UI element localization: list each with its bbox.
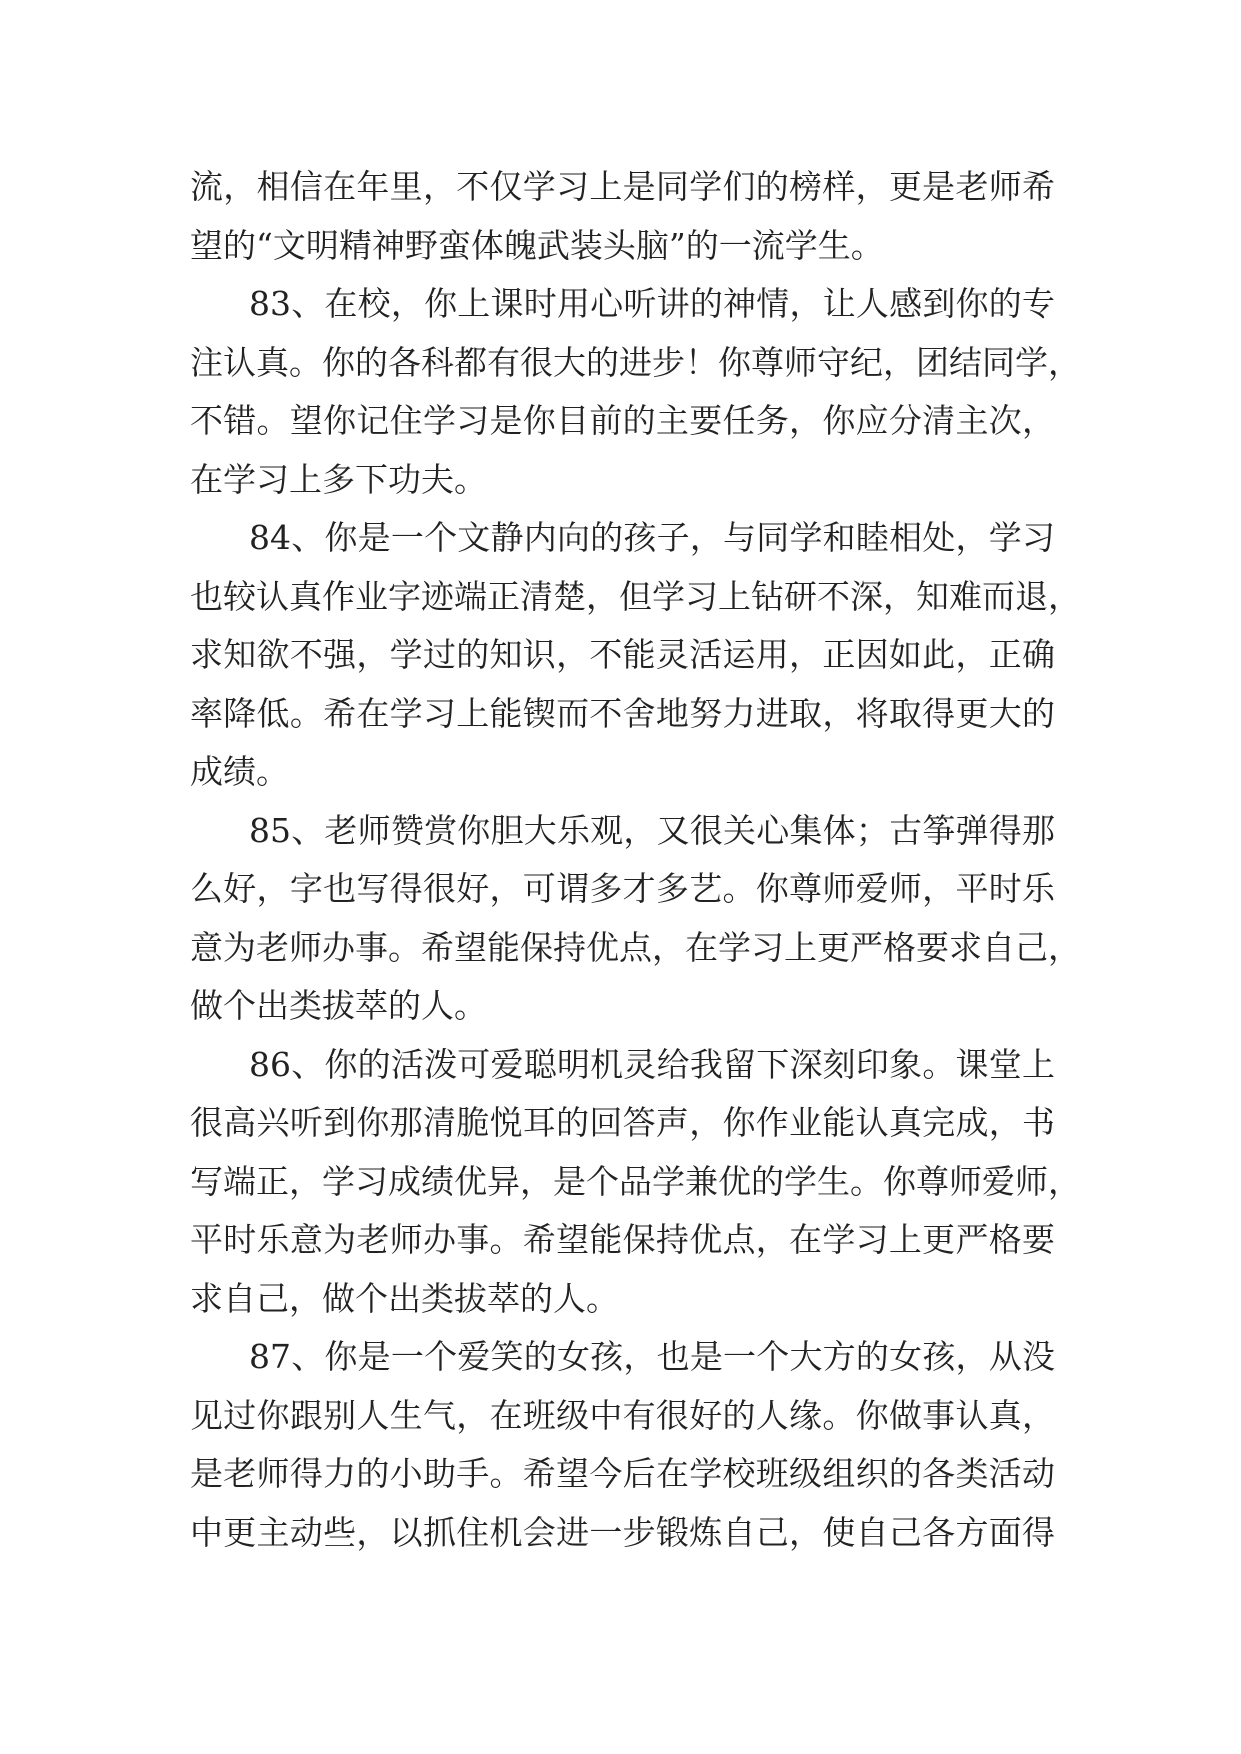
text-line: 见过你跟别人生气，在班级中有很好的人缘。你做事认真，	[190, 1395, 1055, 1435]
text-line: 写端正，学习成绩优异，是个品学兼优的学生。你尊师爱师，	[190, 1161, 1081, 1201]
text-line: 求知欲不强，学过的知识，不能灵活运用，正因如此，正确	[190, 635, 1055, 674]
text-line: 是老师得力的小助手。希望今后在学校班级组织的各类活动	[190, 1454, 1055, 1493]
text-line: 意为老师办事。希望能保持优点，在学习上更严格要求自己，	[190, 927, 1081, 967]
text-line: 么好，字也写得很好，可谓多才多艺。你尊师爱师，平时乐	[190, 869, 1055, 908]
text-line: 很高兴听到你那清脆悦耳的回答声，你作业能认真完成，书	[190, 1103, 1055, 1142]
text-line: 注认真。你的各科都有很大的进步！你尊师守纪，团结同学，	[190, 342, 1081, 382]
text-line: 也较认真作业字迹端正清楚，但学习上钻研不深，知难而退，	[190, 576, 1081, 616]
text-line: 不错。望你记住学习是你目前的主要任务，你应分清主次，	[190, 401, 1055, 440]
text-line: 中更主动些，以抓住机会进一步锻炼自己，使自己各方面得	[190, 1512, 1055, 1552]
text-line: 做个出类拔萃的人。	[190, 986, 487, 1025]
paragraph-first-line: 86、你的活泼可爱聪明机灵给我留下深刻印象。课堂上	[249, 1044, 1055, 1084]
paragraph-first-line: 84、你是一个文静内向的孩子，与同学和睦相处，学习	[249, 518, 1055, 557]
document-body	[190, 158, 1081, 1562]
text-line: 率降低。希在学习上能锲而不舍地努力进取，将取得更大的	[190, 693, 1055, 733]
paragraph-first-line: 87、你是一个爱笑的女孩，也是一个大方的女孩，从没	[249, 1337, 1055, 1376]
text-line: 在学习上多下功夫。	[190, 459, 487, 499]
paragraph-first-line: 83、在校，你上课时用心听讲的神情，让人感到你的专	[249, 284, 1055, 323]
text-line: 望的“文明精神野蛮体魄武装头脑”的一流学生。	[190, 225, 884, 265]
paragraph-first-line: 85、老师赞赏你胆大乐观，又很关心集体；古筝弹得那	[249, 810, 1055, 850]
text-line: 平时乐意为老师办事。希望能保持优点，在学习上更严格要	[190, 1220, 1055, 1259]
text-line: 流，相信在年里，不仅学习上是同学们的榜样，更是老师希	[190, 167, 1055, 206]
text-line: 求自己，做个出类拔萃的人。	[190, 1278, 619, 1318]
text-line: 成绩。	[190, 752, 289, 791]
